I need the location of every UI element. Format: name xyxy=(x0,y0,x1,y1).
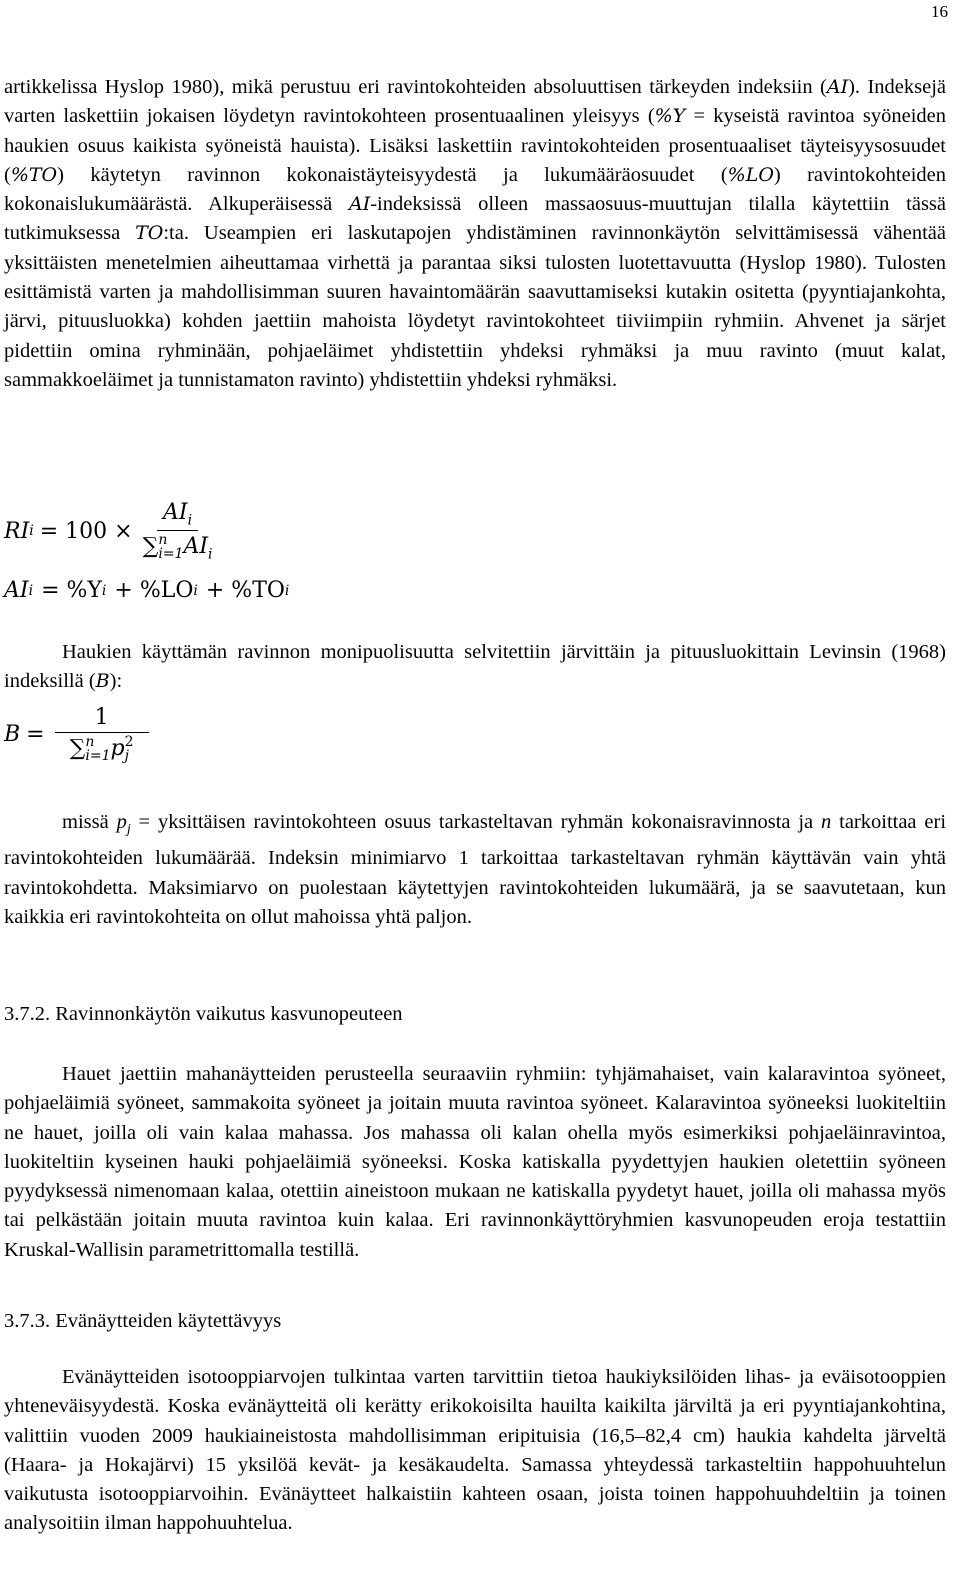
formula-term: = %Y xyxy=(41,578,102,603)
math-ai: AI xyxy=(348,193,371,216)
formula-fraction xyxy=(143,500,213,563)
text-run: artikkelissa Hyslop 1980), mikä perustuu eri ravintokohteiden absoluuttisen tärkeyden indeksiin ( xyxy=(4,76,827,98)
denominator-term: AI xyxy=(183,534,209,560)
fraction-denominator xyxy=(143,531,213,562)
text-run: ). Indeksejä varten laskettiin jokaisen löydetyn ravintokohteen prosentuaalinen yleisyys ( xyxy=(4,76,946,128)
sum-lower-limit: i=1 xyxy=(158,546,184,563)
math-n: n xyxy=(821,811,832,833)
formula-term: + %TO xyxy=(205,578,285,603)
paragraph-fin-samples: Evänäytteiden isotooppiarvojen tulkintaa varten tarvittiin tietoa haukiyksilöiden lihas- ja eväisotooppien yhteneväisyydestä. Koska evänäytteitä oli kerätty erikokoisilta hauilta kaikilta järviltä ja eri pyyntiajankohtina, valittiin vuoden 2009 haukiaineistosta mahdollisimman eripituisia (16,5–82,4 cm) haukia kahdelta järveltä (Haara- ja Hokajärvi) 15 yksilöä kevät- ja kesäkaudelta. Samassa yhteydessä tarkasteltiin happohuuhtelun vaikutusta isotooppiarvoihin. Evänäytteet halkaistiin kahteen osaan, joista toinen happohuuhdeltiin ja toinen analysoitiin ilman happohuuhtelua. xyxy=(4,1366,946,1535)
sum-upper-limit: n xyxy=(158,532,168,549)
formula-subscript: i xyxy=(193,582,198,599)
term-superscript: 2 xyxy=(124,734,134,750)
sum-symbol: ∑ xyxy=(142,534,159,560)
text-run: = yksittäisen ravintokohteen osuus tarkasteltavan ryhmän kokonaisravinnosta ja xyxy=(130,811,822,833)
section-heading: 3.7.2. Ravinnonkäytön vaikutus kasvunopeuteen xyxy=(4,1003,403,1025)
sum-upper-limit: n xyxy=(85,734,95,750)
fraction-denominator xyxy=(70,733,134,763)
sum-symbol: ∑ xyxy=(69,736,86,761)
text-run: missä xyxy=(62,811,117,833)
text-run: Haukien käyttämän ravinnon monipuolisuutta selvitettiin järvittäin ja pituusluokittain Levinsin (1968) indeksillä ( xyxy=(4,641,946,693)
term-subscript: j xyxy=(124,748,129,764)
text-run: tarkoittaa eri ravintokohteiden lukumäärää. Indeksin minimiarvo 1 tarkoittaa tarkasteltavan ryhmän käyttävän vain yhtä ravintokohdetta. Maksimiarvo on puolestaan käytettyjen ravintokohteiden lukumäärä, ja se saavutetaan, kun kaikkia eri ravintokohteita on ollut mahoissa yhtä paljon. xyxy=(4,811,947,928)
denominator-term: p xyxy=(110,736,125,761)
formula-fraction xyxy=(55,705,149,763)
section-heading: 3.7.3. Evänäytteiden käytettävyys xyxy=(4,1310,282,1332)
formula-operator: = xyxy=(26,721,45,747)
formula-term: + %LO xyxy=(114,578,194,603)
math-to: TO xyxy=(135,222,164,245)
formula-operator: = 100 × xyxy=(39,518,133,544)
formula-lhs: RI xyxy=(4,518,30,544)
math-lo: %LO xyxy=(727,163,774,186)
paragraph-growth: Hauet jaettiin mahanäytteiden perusteella seuraaviin ryhmiin: tyhjämahaiset, vain kalaravintoa syöneet, pohjaeläimiä syöneet, sammakoita syöneet ja joitain muuta ravintoa syöneet. Kalaravintoa syöneeksi luokiteltiin ne hauet, joilla oli vain kalaa mahassa. Jos mahassa oli kalan ohella myös esimerkiksi pohjaeläinravintoa, luokiteltiin kyseinen hauki pohjaeläimiä syöneeksi. Koska katiskalla pyydettyjen haukien oletettiin syöneen pyydyksessä nimenomaan kalaa, otettiin aineistoon mukaan ne katiskalla pyydetyt hauet, joilla oli mahassa myös tai pelkästään joitain muuta ravintoa kuin kalaa. Eri ravinnonkäyttöryhmien kasvunopeuden eroja testattiin Kruskal-Wallisin parametrittomalla testillä. xyxy=(4,1063,946,1261)
math-b: B xyxy=(95,670,110,693)
formula-lhs: B xyxy=(4,721,21,747)
formula-subscript: i xyxy=(284,582,290,599)
numerator-subscript: i xyxy=(187,512,193,529)
text-run: :ta. Useampien eri laskutapojen yhdistäminen ravinnonkäytön selvittämisessä vähentää yksittäisten menetelmien aiheuttamaa virhettä ja parantaa siksi tulosten luotettavuutta (Hyslop 1980). Tulosten esittämistä varten ja mahdollisimman suuren havaintomäärän saavuttamiseksi kutakin ositetta (pyyntiajankohta, järvi, pituusluokka) kohden jaettiin mahoista löydetyt ravintokohteet tiiviimpiin ryhmiin. Ahvenet ja särjet pidettiin omina ryhminään, pohjaeläimet yhdistettiin yhdeksi ryhmäksi ja muu ravinto (muut kalat, sammakkoeläimet ja tunnistamaton ravinto) yhdistettiin yhdeksi ryhmäksi. xyxy=(4,222,946,391)
paragraph-levins xyxy=(4,638,946,697)
text-run: ) ravintokohteiden kokonaislukumäärästä. Alkuperäisessä xyxy=(4,163,946,216)
formula-lhs: AI xyxy=(4,578,29,603)
fraction-numerator xyxy=(157,500,198,531)
paragraph-definitions xyxy=(4,808,946,932)
formula-subscript: i xyxy=(29,523,34,540)
math-subscript: j xyxy=(126,822,131,838)
page-number: 16 xyxy=(931,2,948,21)
paragraph-intro xyxy=(4,73,946,395)
text-run: ): xyxy=(109,670,123,693)
math-y: %Y xyxy=(654,105,686,128)
text-run: ) käytetyn ravinnon kokonaistäyteisyydestä ja lukumääräosuudet ( xyxy=(57,163,728,186)
math-ai: AI xyxy=(826,76,849,98)
math-to: %TO xyxy=(10,163,58,186)
fraction-numerator: 1 xyxy=(55,705,149,733)
formula-b xyxy=(4,705,153,763)
formula-subscript: i xyxy=(28,582,34,599)
text-run: = kyseistä ravintoa syöneiden haukien osuus kaikista syöneistä hauista). Lisäksi laskettiin ravintokohteiden prosentuaaliset täyteisyysosuudet ( xyxy=(4,105,946,186)
formula-ri xyxy=(4,500,217,563)
numerator-term: AI xyxy=(163,500,188,525)
formula-subscript: i xyxy=(101,582,107,599)
denominator-subscript: i xyxy=(208,546,213,563)
sum-lower-limit: i=1 xyxy=(85,748,111,764)
text-run: -indeksissä olleen massaosuus-muuttujan tilalla käytettiin tässä tutkimuksessa xyxy=(4,193,946,245)
math-p: p xyxy=(116,811,127,833)
formula-ai xyxy=(4,578,289,603)
